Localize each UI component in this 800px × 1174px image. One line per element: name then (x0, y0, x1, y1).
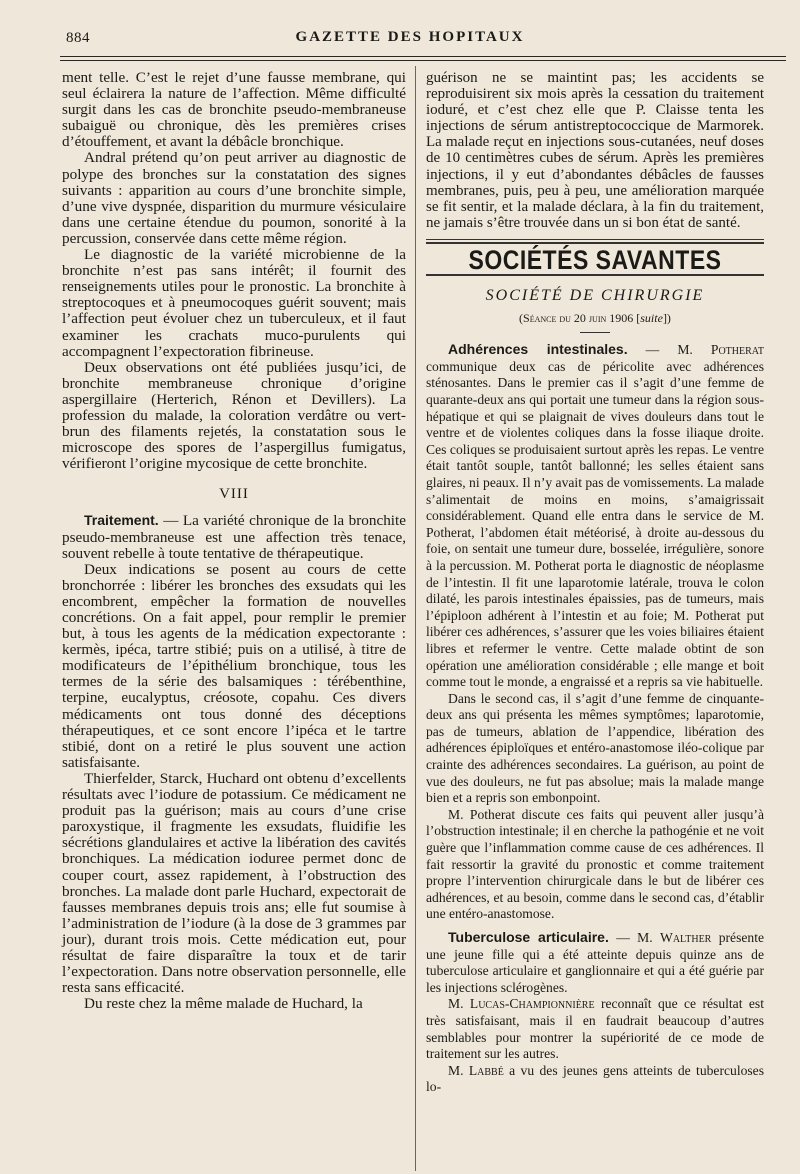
seance-line: (Séance du 20 juin 1906 [suite]) (519, 311, 671, 326)
author-name: Lucas-Championnière (469, 996, 595, 1012)
paragraph: M. Lucas-Championnière reconnaît que ce résultat est très satisfaisant, mais il en faudrait beaucoup d’autres semblables pour montrer la supériorité de ce mode de traitement sur les autres. (426, 996, 765, 1062)
runin-heading: Adhérences intestinales. (448, 341, 628, 358)
section-banner: SOCIÉTÉS SAVANTES (468, 244, 722, 275)
paragraph: guérison ne se maintint pas; les accidents se reproduisirent six mois après la cessation du traitement ioduré, et c’est chez elle que P. Claisse tenta les injections de sérum antistreptococcique de Marmorek. La malade reçut en injections sous-cutanées, neuf doses de 10 centimètres cubes de sérum. Après les premières injections, il y eut d’abondantes débâcles de fausses membranes, puis, peu à peu, une amélioration marquée se fit sentir, et la malade déclara, à la fin du traitement, ne jamais s’être trouvée dans un si bon état de santé. (426, 70, 764, 231)
paragraph: M. Labbé a vu des jeunes gens atteints de tuberculoses lo- (426, 1062, 765, 1095)
paragraph: ment telle. C’est le rejet d’une fausse membrane, qui seul éclairera la nature de l’affection. Même difficulté surgit dans les cas de bronchite pseudo-membraneuse subaiguë ou chronique, dès les premières crises d’étouffement, et avant la débâcle bronchique. (62, 69, 406, 151)
short-rule (580, 332, 610, 333)
runin-heading: Traitement. (84, 512, 159, 529)
right-column (426, 70, 764, 1096)
paragraph: M. Potherat discute ces faits qui peuvent aller jusqu’à l’obstruction intestinale; il en cherche la pathogénie et ne voit guère que l’inflammation comme cause de ces adhérences. Il fait ressortir la gravité du pronostic et comme traitement propre l’intervention chirurgicale dans le but de libérer ces adhérences, et au besoin, comme dans le second cas, d’établir une entéro-anastomose. (426, 806, 764, 922)
header-rule-thin (60, 60, 786, 61)
author-name: Potherat (710, 342, 765, 358)
society-title: SOCIÉTÉ DE CHIRURGIE (485, 287, 705, 305)
article-adherences: Adhérences intestinales. — M. Potherat communique deux cas de péricolite avec adhérences sténosantes. Dans le premier cas il s’agit d’une femme de quarante-deux ans qui portait une tumeur dans la région sous-hépatique et qui se plaignait de vives douleurs dans tout le ventre et de violentes coliques dans la fosse iliaque droite. Ces coliques se produisaient surtout après les repas. Le ventre était tantôt souple, tantôt ballonné; les selles étaient sans glaires, ni peaux. Il n’y avait pas de vomissements. La malade s’alimentait de moins en moins, s’amaigrissait considérablement. Quand elle entra dans le service de M. Potherat, l’abdomen était météorisé, à droite au-dessous du foie, on sentait une tumeur dure, bosselée, irrégulière, sonore à la percussion. M. Potherat porta le diagnostic de néoplasme de l’intestin. Il fit une laparotomie latérale, trouva le colon dilaté, les parois intestinales épaissies, pas de tumeurs, mais l’épiploon adhérent à l’intestin et au foie; M. Potherat put libérer ces adhérences, s’assurer que les voies biliaires étaient libres et refermer le ventre. Cette malade obtint de son opération une amélioration considérable ; elle mange et boit comme tout le monde, a engraissé et a repris sa vie habituelle. (426, 341, 765, 690)
column-divider (415, 66, 416, 1171)
paragraph: Andral prétend qu’on peut arriver au diagnostic de polype des bronches sur la constatation des signes suivants : apparition au cours d’une bronchite simple, d’une vive dyspnée, disparition du murmure vésiculaire dans une certaine étendue du poumon, sonorité à la percussion, conservée dans cette même région. (62, 149, 406, 247)
paragraph: Deux observations ont été publiées jusqu’ici, de bronchite membraneuse chronique d’origine aspergillaire (Herterich, Rénon et Devillers). La profession du malade, la coloration verdâtre ou vert-brun des filaments rejetés, la constatation sous le microscope des spores de l’aspergillus fumigatus, vérifieront l’origine mycosique de cette bronchite. (62, 358, 406, 473)
paragraph: Deux indications se posent au cours de cette bronchorrée : libérer les bronches des exsudats qui les encombrent, empêcher la formation de nouvelles concrétions. On a fait appel, pour remplir le premier but, à tous les agents de la médication expectorante : kermès, ipéca, tartre stibié; puis on a utilisé, à titre de modificateurs de l’épithélium bronchique, tous les termes de la série des balsamiques : térébenthine, terpine, eucalyptus, créosote, copahu. Ces divers médicaments ont tous donné des déceptions thérapeutiques, et ce sont encore l’ipéca et le tartre stibié, dont on a retiré le plus souvent une action satisfaisante. (62, 560, 406, 771)
paragraph: Thierfelder, Starck, Huchard ont obtenu d’excellents résultats avec l’iodure de potassium. Ce médicament ne produit pas la guérison; mais au cours d’une crise paroxystique, il fragmente les exsudats, fluidifie les sécrétions glandulaires et active la libération des cavités bronchiques. La médication ioduree permet donc de couper court, assez rapidement, à l’obstruction des bronches. La malade dont parle Huchard, expectorait de fausses membranes depuis trois ans; elle fut soumise à l’administration de l’iodure (à la dose de 3 grammes par jour), durant trois mois. Cette médication eut, pour résultat de faire disparaître la toux et de tarir l’expectoration. Dans notre observation personnelle, elle resta sans efficacité. (62, 769, 406, 997)
author-name: Walther (660, 930, 712, 945)
article-tuberculose: Tuberculose articulaire. — M. Walther présente une jeune fille qui a été atteinte depuis quinze ans de tuberculose articulaire et ganglionnaire et qui a été guérie par les injections sclérogènes. (426, 929, 764, 995)
page-number: 884 (66, 30, 90, 46)
banner-rule-thick (426, 242, 764, 244)
left-column (62, 70, 406, 1012)
author-name: Labbé (468, 1062, 504, 1078)
paragraph: Le diagnostic de la variété microbienne de la bronchite n’est pas sans intérêt; il fournit des renseignements utiles pour le pronostic. La bronchite à streptocoques et à pneumocoques guérit souvent; mais l’affection peut évoluer chez un tuberculeux, et il faut examiner les crachats muco-purulents qui accompagnent l’expectoration fibrineuse. (62, 246, 406, 360)
runin-heading: Tuberculose articulaire. (448, 929, 609, 945)
paragraph: Du reste chez la même malade de Huchard, la (84, 995, 363, 1013)
running-title: GAZETTE DES HOPITAUX (295, 29, 525, 45)
paragraph: Dans le second cas, il s’agit d’une femme de cinquante-deux ans qui présenta les mêmes symptômes; laparotomie, pas de tumeurs, ablation de l’appendice, libération des adhérences épiploïques et entéro-anastomose iléo-colique par crainte des adhérences secondaires. La guérison, au point de vue des douleurs, ne fut pas absolue; mais la malade mange bien et a repris son embonpoint. (426, 690, 764, 806)
section-number: VIII (219, 486, 249, 503)
paragraph-treatment (62, 512, 406, 561)
paragraph-text: — La variété chronique de la bronchite pseudo-membraneuse est une affection très tenace, souvent rebelle à toute tentative de thérapeutique. (62, 512, 406, 562)
banner-rule (426, 239, 764, 240)
page-header (60, 26, 760, 54)
header-rule (60, 56, 786, 57)
